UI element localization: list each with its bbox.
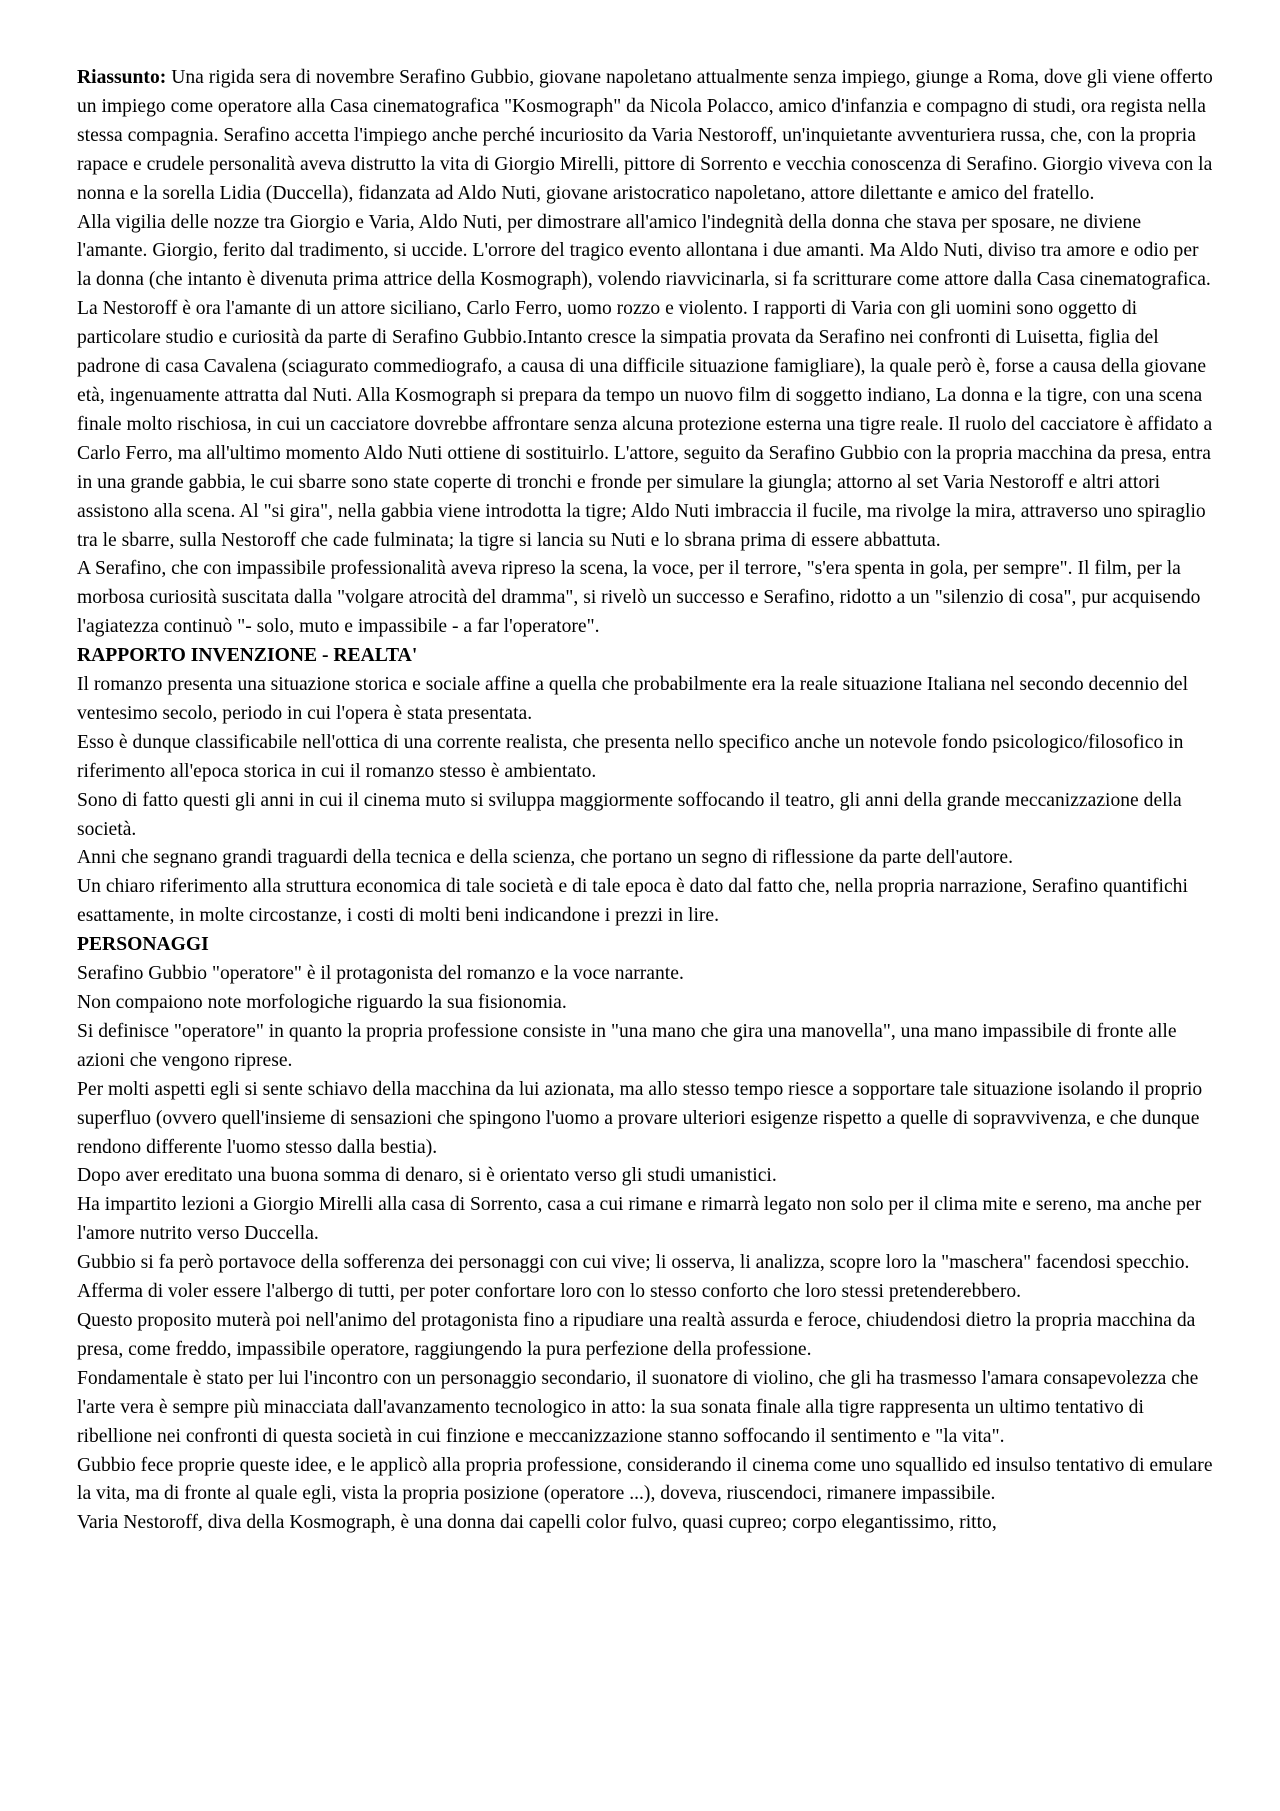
characters-paragraph: Si definisce "operatore" in quanto la propria professione consiste in "una mano che gira una manovella", una mano impassibile di fronte alle azioni che vengono riprese. [77, 1020, 1177, 1071]
summary-paragraph: Alla vigilia delle nozze tra Giorgio e Varia, Aldo Nuti, per dimostrare all'amico l'indegnità della donna che stava per sposare, ne diviene l'amante. Giorgio, ferito dal tradimento, si uccide. L'orrore del tragico evento allontana i due amanti. Ma Aldo Nuti, diviso tra amore e odio per la donna (che intanto è divenuta prima attrice della Kosmograph), volendo riavvicinarla, si fa scritturare come attore dalla Casa cinematografica. La Nestoroff è ora l'amante di un attore siciliano, Carlo Ferro, uomo rozzo e violento. I rapporti di Varia con gli uomini sono oggetto di particolare studio e curiosità da parte di Serafino Gubbio.Intanto cresce la simpatia provata da Serafino nei confronti di Luisetta, figlia del padrone di casa Cavalena (sciagurato commediografo, a causa di una difficile situazione famigliare), la quale però è, forse a causa della giovane età, ingenuamente attratta dal Nuti. Alla Kosmograph si prepara da tempo un nuovo film di soggetto indiano, La donna e la tigre, con una scena finale molto rischiosa, in cui un cacciatore dovrebbe affrontare senza alcuna protezione esterna una tigre reale. Il ruolo del cacciatore è affidato a Carlo Ferro, ma all'ultimo momento Aldo Nuti ottiene di sostituirlo. L'attore, seguito da Serafino Gubbio con la propria macchina da presa, entra in una grande gabbia, le cui sbarre sono state coperte di tronchi e fronde per simulare la giungla; attorno al set Varia Nestoroff e altri attori assistono alla scena. Al "si gira", nella gabbia viene introdotta la tigre; Aldo Nuti imbraccia il fucile, ma rivolge la mira, attraverso uno spiraglio tra le sbarre, sulla Nestoroff che cade fulminata; la tigre si lancia su Nuti e lo sbrana prima di essere abbattuta. [77, 211, 1213, 551]
reality-paragraph: Esso è dunque classificabile nell'ottica di una corrente realista, che presenta nello specifico anche un notevole fondo psicologico/filosofico in riferimento all'epoca storica in cui il romanzo stesso è ambientato. [77, 731, 1184, 782]
characters-paragraph: Fondamentale è stato per lui l'incontro con un personaggio secondario, il suonatore di violino, che gli ha trasmesso l'amara consapevolezza che l'arte vera è sempre più minacciata dall'avanzamento tecnologico in atto: la sua sonata finale alla tigre rappresenta un ultimo tentativo di ribellione nei confronti di questa società in cui finzione e meccanizzazione stanno soffocando il sentimento e "la vita". [77, 1367, 1199, 1447]
section-heading-reality: RAPPORTO INVENZIONE - REALTA' [77, 645, 418, 667]
summary-paragraph: A Serafino, che con impassibile professionalità aveva ripreso la scena, la voce, per il terrore, "s'era spenta in gola, per sempre". Il film, per la morbosa curiosità suscitata dalla "volgare atrocità del dramma", si rivelò un successo e Serafino, ridotto a un "silenzio di cosa", pur acquisendo l'agiatezza continuò "- solo, muto e impassibile - a far l'operatore". [77, 558, 1201, 638]
summary-label: Riassunto: [77, 67, 167, 88]
characters-paragraph: Questo proposito muterà poi nell'animo del protagonista fino a ripudiare una realtà assurda e feroce, chiudendosi dietro la propria macchina da presa, come freddo, impassibile operatore, raggiungendo la pura perfezione della professione. [77, 1309, 1196, 1360]
characters-paragraph: Per molti aspetti egli si sente schiavo della macchina da lui azionata, ma allo stesso tempo riesce a sopportare tale situazione isolando il proprio superfluo (ovvero quell'insieme di sensazioni che spingono l'uomo a provare ulteriori esigenze rispetto a quelle di sopravvivenza, e che dunque rendono differente l'uomo stesso dalla bestia). [77, 1078, 1203, 1158]
characters-paragraph: Serafino Gubbio "operatore" è il protagonista del romanzo e la voce narrante. [77, 963, 684, 985]
characters-paragraph: Non compaiono note morfologiche riguardo la sua fisionomia. [77, 992, 567, 1013]
characters-paragraph: Varia Nestoroff, diva della Kosmograph, è una donna dai capelli color fulvo, quasi cupreo; corpo elegantissimo, ritto, [77, 1512, 997, 1534]
summary-text: Una rigida sera di novembre Serafino Gubbio, giovane napoletano attualmente senza impiego, giunge a Roma, dove gli viene offerto un impiego come operatore alla Casa cinematografica "Kosmograph" da Nicola Polacco, amico d'infanzia e compagno di studi, ora regista nella stessa compagnia. Serafino accetta l'impiego anche perché incuriosito da Varia Nestoroff, un'inquietante avventuriera russa, che, con la propria rapace e crudele personalità aveva distrutto la vita di Giorgio Mirelli, pittore di Sorrento e vecchia conoscenza di Serafino. Giorgio viveva con la nonna e la sorella Lidia (Duccella), fidanzata ad Aldo Nuti, giovane aristocratico napoletano, attore dilettante e amico del fratello. [77, 67, 1213, 204]
characters-paragraph: Gubbio si fa però portavoce della sofferenza dei personaggi con cui vive; li osserva, li analizza, scopre loro la "maschera" facendosi specchio. [77, 1252, 1190, 1274]
characters-paragraph: Afferma di voler essere l'albergo di tutti, per poter confortare loro con lo stesso conforto che loro stessi pretenderebbero. [77, 1281, 1022, 1303]
section-heading-characters: PERSONAGGI [77, 934, 209, 956]
document-page [77, 64, 1213, 1538]
reality-paragraph: Anni che segnano grandi traguardi della tecnica e della scienza, che portano un segno di riflessione da parte dell'autore. [77, 847, 1014, 869]
reality-paragraph: Sono di fatto questi gli anni in cui il cinema muto si sviluppa maggiormente soffocando il teatro, gli anni della grande meccanizzazione della società. [77, 789, 1182, 840]
reality-paragraph: Un chiaro riferimento alla struttura economica di tale società e di tale epoca è dato dal fatto che, nella propria narrazione, Serafino quantifichi esattamente, in molte circostanze, i costi di molti beni indicandone i prezzi in lire. [77, 876, 1188, 927]
summary-paragraph [77, 64, 1213, 209]
characters-paragraph: Dopo aver ereditato una buona somma di denaro, si è orientato verso gli studi umanistici. [77, 1165, 777, 1187]
reality-paragraph: Il romanzo presenta una situazione storica e sociale affine a quella che probabilmente era la reale situazione Italiana nel secondo decennio del ventesimo secolo, periodo in cui l'opera è stata presentata. [77, 674, 1189, 724]
characters-paragraph: Ha impartito lezioni a Giorgio Mirelli alla casa di Sorrento, casa a cui rimane e rimarrà legato non solo per il clima mite e sereno, ma anche per l'amore nutrito verso Duccella. [77, 1194, 1202, 1245]
characters-paragraph: Gubbio fece proprie queste idee, e le applicò alla propria professione, considerando il cinema come uno squallido ed insulso tentativo di emulare la vita, ma di fronte al quale egli, vista la propria posizione (operatore ...), doveva, riuscendoci, rimanere impassibile. [77, 1454, 1213, 1505]
